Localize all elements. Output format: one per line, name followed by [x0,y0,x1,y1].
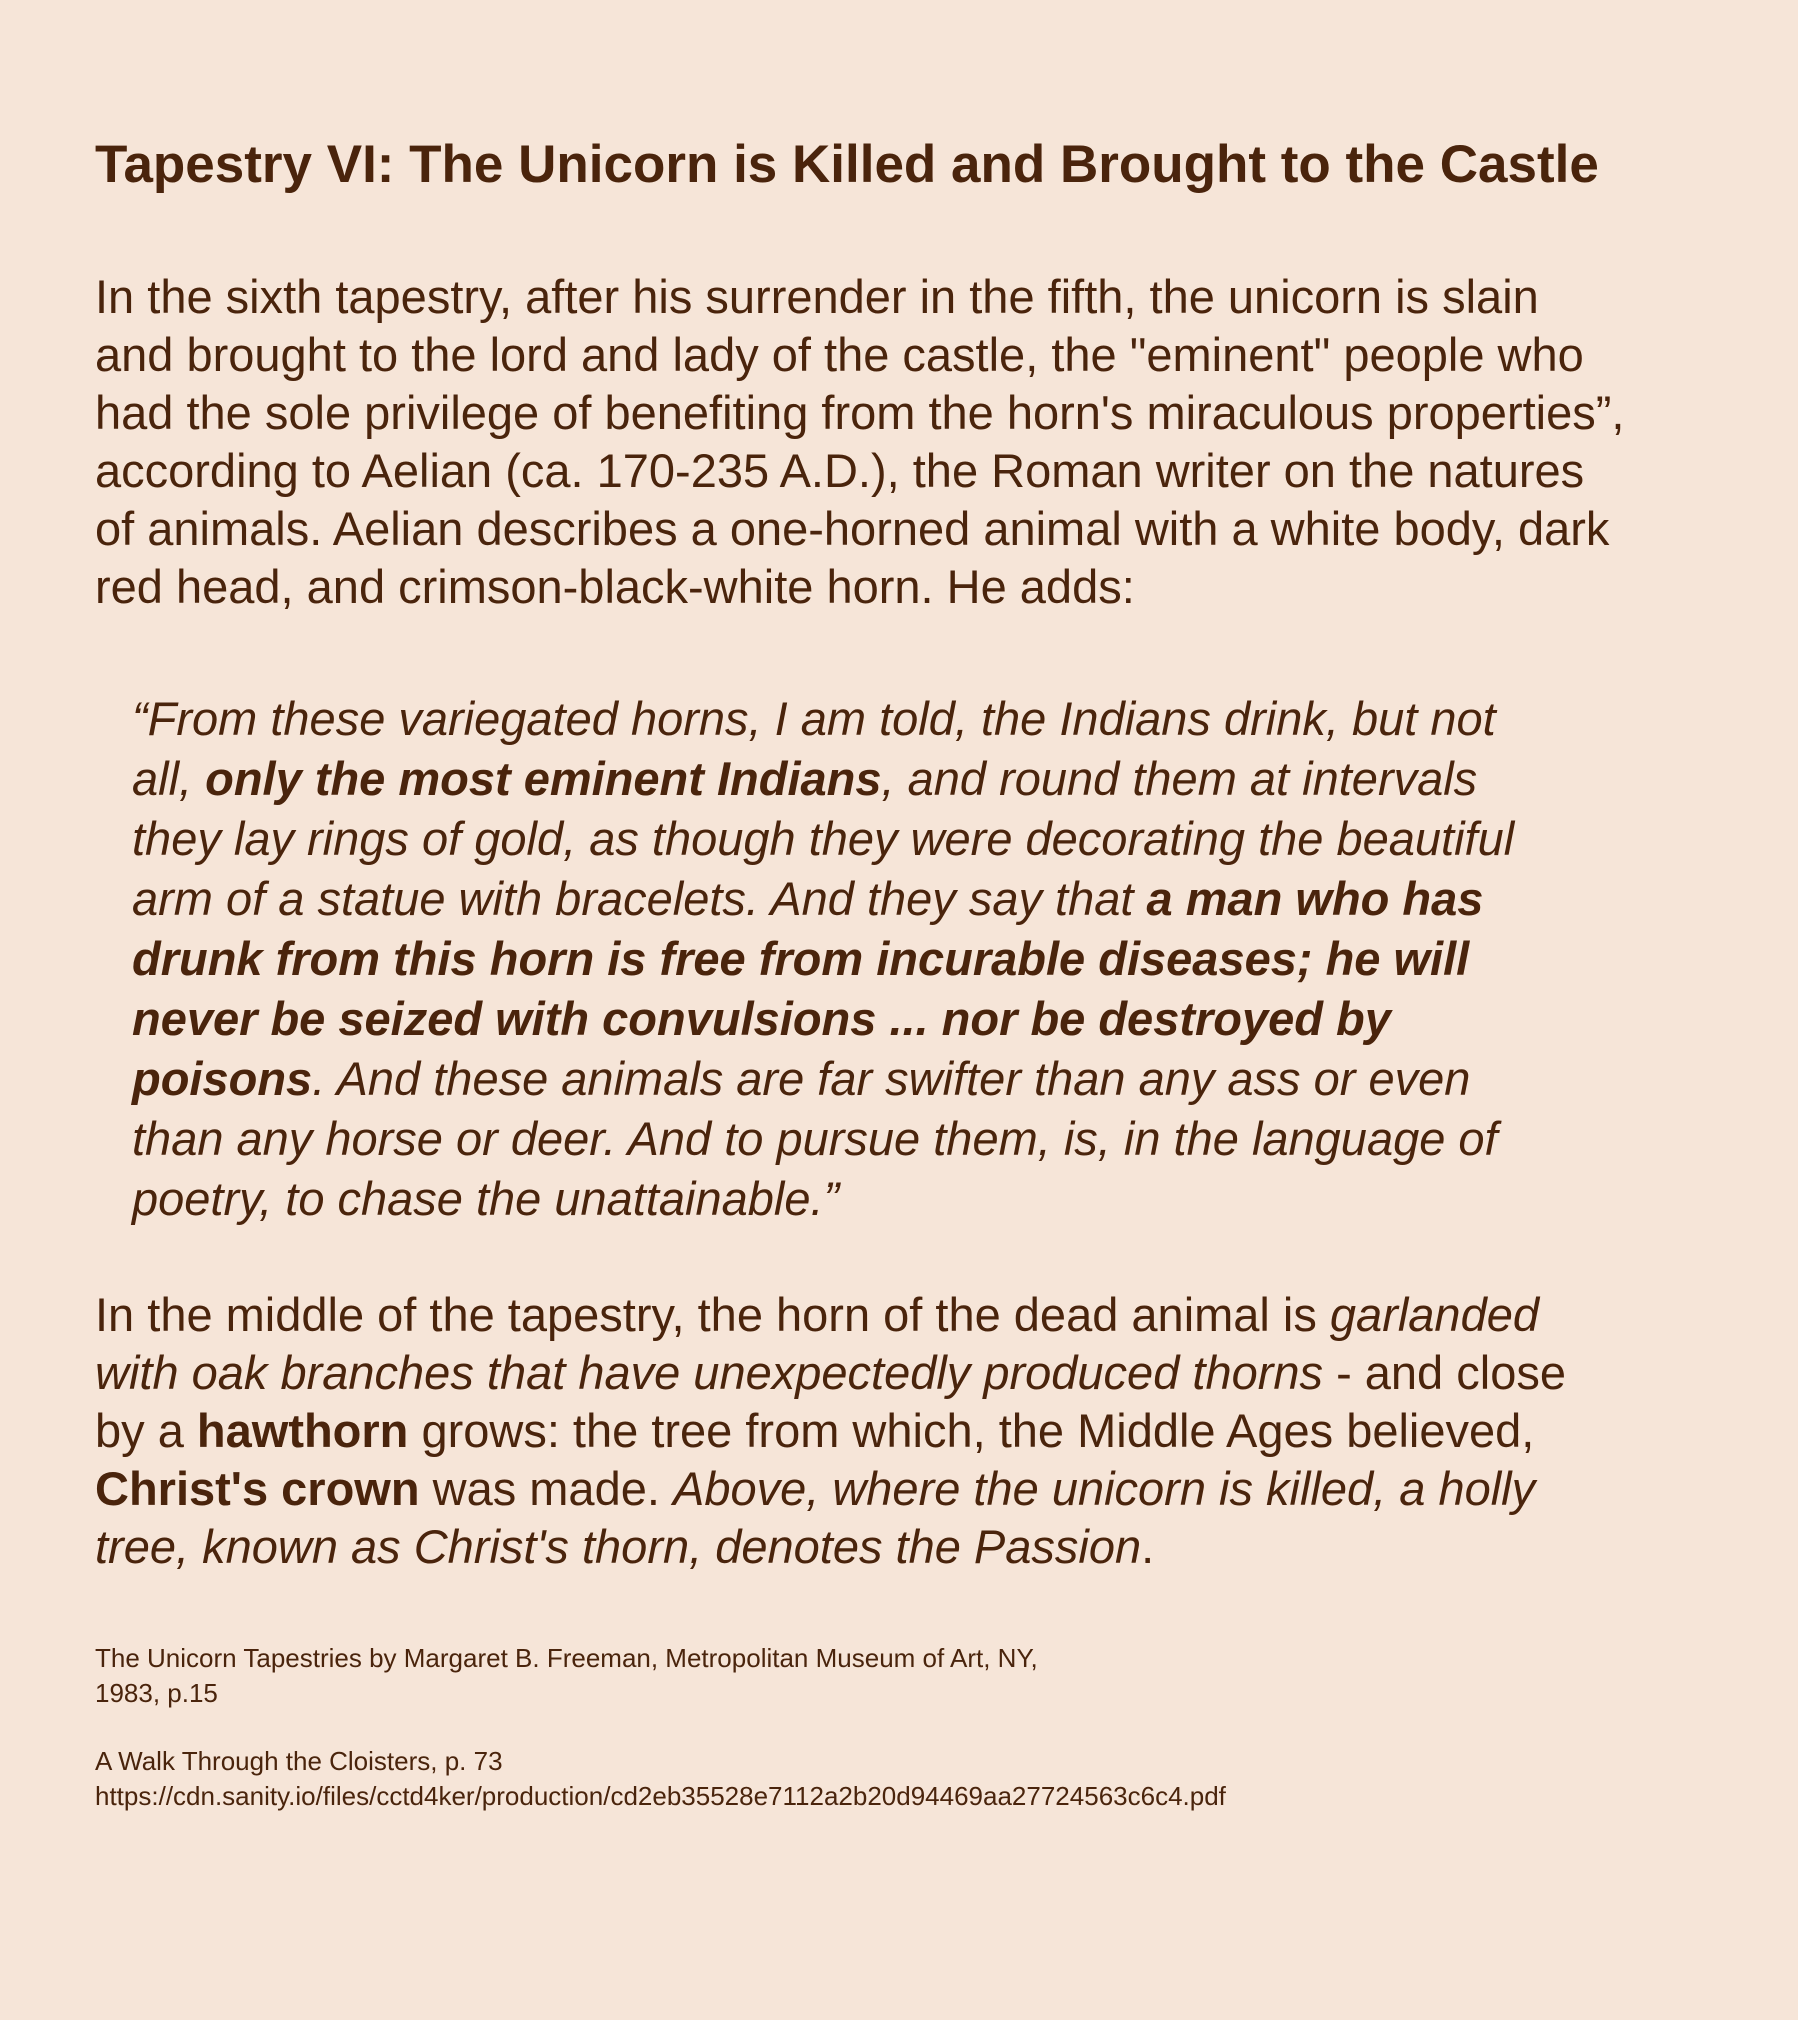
closing-text: by a [95,1404,197,1457]
closing-italic: Above, where the unicorn is killed, a holly [672,1462,1536,1515]
closing-line [95,1286,1735,1344]
closing-italic: garlanded [1329,1288,1539,1341]
quote-line [132,1049,1692,1109]
closing-italic: with oak branches that have unexpectedly produced thorns [95,1346,1324,1399]
quote-emphasis-line: drunk from this horn is free from incurable diseases; he will [132,932,1470,985]
quote-emphasis-line: never be seized with convulsions ... nor be destroyed by [132,992,1391,1045]
quote-text: arm of a statue with bracelets. And they say that [132,872,1147,925]
reference-line: The Unicorn Tapestries by Margaret B. Freeman, Metropolitan Museum of Art, NY, [95,1643,1038,1673]
quote-line [132,749,1692,809]
quote-text: all, [132,752,206,805]
reference-cloisters [95,1744,1735,1814]
reference-url: https://cdn.sanity.io/files/cctd4ker/production/cd2eb35528e7112a2b20d94469aa27724563c6c4.pdf [95,1781,1226,1811]
closing-line [95,1344,1735,1402]
intro-line: red head, and crimson-black-white horn. He adds: [95,560,1135,613]
page-title: Tapestry VI: The Unicorn is Killed and Brought to the Castle [95,135,1599,194]
intro-line: and brought to the lord and lady of the castle, the "eminent" people who [95,328,1584,381]
closing-line [95,1460,1735,1518]
closing-paragraph [95,1286,1735,1576]
closing-line [95,1402,1735,1460]
intro-line: had the sole privilege of benefiting from the horn's miraculous properties”, [95,386,1625,439]
quote-line: than any horse or deer. And to pursue them, is, in the language of [132,1112,1498,1165]
closing-bold: Christ's crown [95,1462,420,1515]
intro-line: according to Aelian (ca. 170-235 A.D.), the Roman writer on the natures [95,444,1585,497]
closing-bold: hawthorn [196,1404,409,1457]
quote-text: . And these animals are far swifter than any ass or even [312,1052,1471,1105]
closing-text: . [1141,1520,1155,1573]
aelian-quote [132,689,1692,1229]
closing-text: grows: the tree from which, the Middle Ages believed, [408,1404,1535,1457]
closing-italic: tree, known as Christ's thorn, denotes the Passion [95,1520,1142,1573]
closing-text: - and close [1323,1346,1566,1399]
quote-line: poetry, to chase the unattainable.” [132,1172,840,1225]
closing-text: was made. [419,1462,673,1515]
reference-freeman [95,1641,1735,1711]
quote-text: , and round them at intervals [881,752,1478,805]
quote-line [132,869,1692,929]
intro-paragraph [95,268,1735,616]
reference-line: 1983, p.15 [95,1678,218,1708]
quote-emphasis: poisons [132,1052,313,1105]
quote-line: “From these variegated horns, I am told, the Indians drink, but not [132,692,1496,745]
reference-line: A Walk Through the Cloisters, p. 73 [95,1746,503,1776]
intro-line: In the sixth tapestry, after his surrender in the fifth, the unicorn is slain [95,270,1539,323]
closing-text: In the middle of the tapestry, the horn of the dead animal is [95,1288,1330,1341]
quote-emphasis: only the most eminent Indians [205,752,882,805]
intro-line: of animals. Aelian describes a one-horned animal with a white body, dark [95,502,1610,555]
closing-line [95,1518,1735,1576]
quote-line: they lay rings of gold, as though they were decorating the beautiful [132,812,1515,865]
quote-emphasis: a man who has [1146,872,1484,925]
